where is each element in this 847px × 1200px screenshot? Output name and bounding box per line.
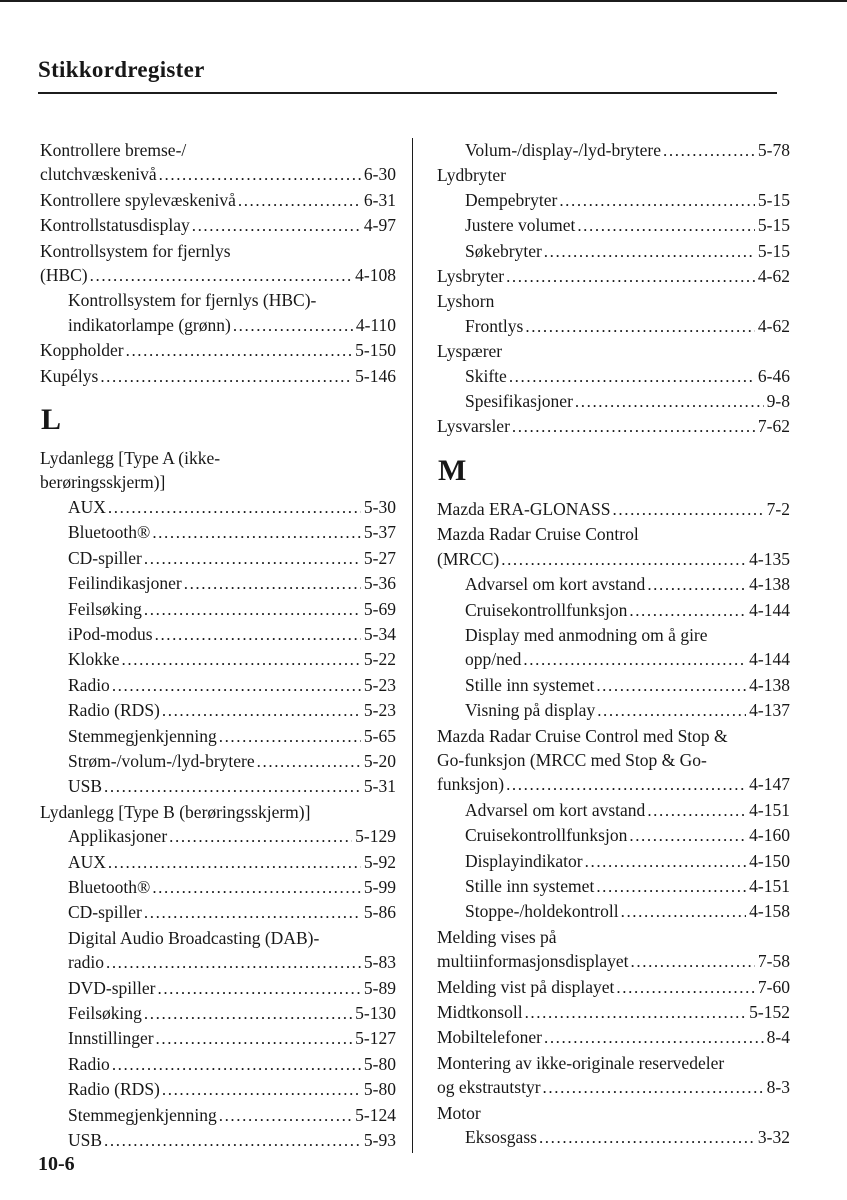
entry-label: Radio <box>68 1053 110 1074</box>
dot-leader <box>523 647 746 672</box>
entry-page-number: 4-137 <box>749 700 790 721</box>
entry-page-number: 4-108 <box>355 265 396 286</box>
dot-leader <box>663 138 755 163</box>
entry-page-number: 5-124 <box>355 1104 396 1125</box>
entry-page-number: 4-151 <box>749 799 790 820</box>
index-entry <box>40 1001 396 1026</box>
index-entry <box>437 289 790 313</box>
entry-page-number: 5-15 <box>757 189 790 210</box>
entry-label: Kontrollere spylevæskenivå <box>40 189 236 210</box>
entry-page-number: 5-146 <box>355 365 396 386</box>
index-entry <box>40 1052 396 1077</box>
entry-label: Cruisekontrollfunksjon <box>465 825 628 846</box>
dot-leader <box>631 949 755 974</box>
index-entry <box>40 976 396 1001</box>
entry-page-number: 4-138 <box>749 674 790 695</box>
index-entry <box>437 264 790 289</box>
index-entry <box>437 497 790 522</box>
entry-page-number: 7-2 <box>766 498 790 519</box>
entry-page-number: 4-62 <box>757 266 790 287</box>
entry-page-number: 5-65 <box>363 725 396 746</box>
index-entry <box>40 138 396 162</box>
entry-page-number: 3-32 <box>757 1127 790 1148</box>
entry-page-number: 5-15 <box>757 215 790 236</box>
index-entry <box>437 874 790 899</box>
entry-page-number: 4-110 <box>355 314 396 335</box>
entry-label: Stemmegjenkjenning <box>68 1104 217 1125</box>
dot-leader <box>596 673 746 698</box>
index-entry <box>40 900 396 925</box>
entry-label: Lyshorn <box>437 291 495 312</box>
dot-leader <box>104 1128 361 1153</box>
entry-label: Lydanlegg [Type A (ikke- <box>40 448 221 469</box>
index-entry <box>40 495 396 520</box>
entry-label: Display med anmodning om å gire <box>465 624 708 645</box>
entry-label: Digital Audio Broadcasting (DAB)- <box>68 927 320 948</box>
dot-leader <box>126 338 353 363</box>
dot-leader <box>100 364 352 389</box>
index-entry <box>437 239 790 264</box>
entry-label: Melding vises på <box>437 926 557 947</box>
index-entry <box>437 623 790 647</box>
entry-label: Mazda Radar Cruise Control med Stop & <box>437 725 728 746</box>
entry-label: og ekstrautstyr <box>437 1077 541 1098</box>
index-entry <box>40 622 396 647</box>
entry-page-number: 5-22 <box>363 649 396 670</box>
entry-label: Kontrollstatusdisplay <box>40 215 190 236</box>
entry-label: Kontrollsystem for fjernlys <box>40 240 231 261</box>
entry-label: multiinformasjonsdisplayet <box>437 951 629 972</box>
entry-label: Lyspærer <box>437 341 503 362</box>
entry-label: Søkebryter <box>465 240 542 261</box>
entry-page-number: 4-138 <box>749 574 790 595</box>
entry-label: Eksosgass <box>465 1127 537 1148</box>
entry-label: Bluetooth® <box>68 522 151 543</box>
dot-leader <box>509 364 755 389</box>
index-entry <box>437 673 790 698</box>
index-entry <box>437 163 790 187</box>
entry-page-number: 5-34 <box>363 623 396 644</box>
index-entry <box>437 389 790 414</box>
entry-label: Displayindikator <box>465 850 583 871</box>
index-column-right <box>437 138 790 1153</box>
entry-label: berøringsskjerm)] <box>40 472 166 493</box>
index-entry <box>40 239 396 263</box>
entry-label: Volum-/display-/lyd-brytere <box>465 140 662 160</box>
dot-leader <box>647 798 746 823</box>
entry-label: Lysvarsler <box>437 416 510 437</box>
index-entry <box>40 698 396 723</box>
dot-leader <box>156 1026 353 1051</box>
dot-leader <box>575 389 764 414</box>
index-entry <box>40 1103 396 1128</box>
index-entry <box>40 597 396 622</box>
entry-page-number: 4-151 <box>749 875 790 896</box>
entry-page-number: 6-46 <box>757 365 790 386</box>
index-entry <box>437 975 790 1000</box>
entry-label: Feilsøking <box>68 598 142 619</box>
index-entry <box>40 364 396 389</box>
dot-leader <box>169 824 352 849</box>
entry-page-number: 5-27 <box>363 547 396 568</box>
page-header <box>0 2 847 94</box>
section-heading: M <box>438 453 467 487</box>
dot-leader <box>621 899 747 924</box>
dot-leader <box>112 1052 361 1077</box>
section-heading: L <box>41 403 62 437</box>
index-entry <box>437 1000 790 1025</box>
entry-label: Dempebryter <box>465 189 558 210</box>
entry-page-number: 5-31 <box>363 776 396 797</box>
index-entry <box>40 824 396 849</box>
title-rule <box>38 92 777 94</box>
entry-label: AUX <box>68 851 106 872</box>
entry-page-number: 5-80 <box>363 1079 396 1100</box>
entry-page-number: 5-20 <box>363 750 396 771</box>
index-entry <box>437 748 790 772</box>
dot-leader <box>144 597 361 622</box>
entry-page-number: 5-129 <box>355 826 396 847</box>
index-entry <box>437 213 790 238</box>
entry-label: Stemmegjenkjenning <box>68 725 217 746</box>
dot-leader <box>585 849 747 874</box>
entry-page-number: 4-147 <box>749 774 790 795</box>
dot-leader <box>577 213 755 238</box>
index-entry <box>40 673 396 698</box>
entry-page-number: 8-3 <box>766 1077 790 1098</box>
entry-page-number: 5-127 <box>355 1028 396 1049</box>
entry-label: USB <box>68 776 103 797</box>
entry-page-number: 5-150 <box>355 340 396 361</box>
index-entry <box>437 724 790 748</box>
entry-page-number: 4-144 <box>749 599 790 620</box>
index-entry <box>437 314 790 339</box>
entry-label: radio <box>68 952 104 973</box>
index-entry <box>40 926 396 950</box>
index-entry <box>437 522 790 546</box>
dot-leader <box>544 239 755 264</box>
index-entry <box>40 724 396 749</box>
entry-label: Justere volumet <box>465 215 576 236</box>
index-entry <box>40 470 396 494</box>
index-entry <box>437 823 790 848</box>
entry-label: Mazda ERA-GLONASS <box>437 498 611 519</box>
dot-leader <box>559 188 755 213</box>
index-entry <box>40 263 396 288</box>
entry-label: Frontlys <box>465 315 524 336</box>
index-entry <box>40 774 396 799</box>
index-entry <box>437 1125 790 1150</box>
dot-leader <box>108 495 361 520</box>
index-entry <box>40 850 396 875</box>
entry-label: Innstillinger <box>68 1028 154 1049</box>
entry-label: clutchvæskenivå <box>40 164 157 185</box>
entry-label: DVD-spiller <box>68 977 156 998</box>
entry-label: Motor <box>437 1102 481 1123</box>
dot-leader <box>525 1000 747 1025</box>
index-entry <box>40 950 396 975</box>
index-entry <box>437 1025 790 1050</box>
index-entry <box>437 188 790 213</box>
dot-leader <box>596 874 746 899</box>
index-entry <box>437 547 790 572</box>
entry-label: Radio (RDS) <box>68 700 160 721</box>
dot-leader <box>647 572 746 597</box>
dot-leader <box>501 547 746 572</box>
entry-page-number: 5-80 <box>363 1053 396 1074</box>
entry-page-number: 5-78 <box>757 140 790 160</box>
entry-page-number: 4-144 <box>749 649 790 670</box>
entry-label: Bluetooth® <box>68 876 151 897</box>
dot-leader <box>613 497 764 522</box>
entry-label: CD-spiller <box>68 547 142 568</box>
entry-label: Montering av ikke-originale reservedeler <box>437 1052 725 1073</box>
entry-page-number: 7-62 <box>757 416 790 437</box>
dot-leader <box>192 213 361 238</box>
dot-leader <box>104 774 361 799</box>
index-entry <box>40 546 396 571</box>
entry-label: Lysbryter <box>437 266 505 287</box>
index-entry <box>437 849 790 874</box>
entry-page-number: 7-60 <box>757 976 790 997</box>
index-entry <box>40 213 396 238</box>
entry-page-number: 8-4 <box>766 1027 790 1048</box>
dot-leader <box>108 850 361 875</box>
entry-label: Spesifikasjoner <box>465 391 573 412</box>
dot-leader <box>184 571 361 596</box>
entry-label: (MRCC) <box>437 548 500 569</box>
index-entry <box>40 446 396 470</box>
index-entry <box>40 1026 396 1051</box>
index-entry <box>437 598 790 623</box>
dot-leader <box>257 749 361 774</box>
entry-page-number: 5-23 <box>363 700 396 721</box>
index-entry <box>437 339 790 363</box>
entry-page-number: 5-130 <box>355 1003 396 1023</box>
index-entry <box>437 899 790 924</box>
index-entry <box>437 925 790 949</box>
dot-leader <box>544 1025 764 1050</box>
entry-label: Cruisekontrollfunksjon <box>465 599 628 620</box>
entry-label: Melding vist på displayet <box>437 976 615 997</box>
index-entry <box>40 338 396 363</box>
entry-label: Mobiltelefoner <box>437 1027 542 1048</box>
dot-leader <box>506 772 746 797</box>
entry-label: AUX <box>68 496 106 517</box>
dot-leader <box>144 546 361 571</box>
entry-label: Lydbryter <box>437 165 507 186</box>
entry-page-number: 9-8 <box>766 391 790 412</box>
dot-leader <box>629 823 746 848</box>
index-entry <box>40 1077 396 1102</box>
entry-label: Stille inn systemet <box>465 875 595 896</box>
entry-label: Midtkonsoll <box>437 1002 523 1022</box>
dot-leader <box>219 724 361 749</box>
index-entry <box>40 749 396 774</box>
entry-label: Lydanlegg [Type B (berøringsskjerm)] <box>40 801 311 822</box>
entry-page-number: 5-93 <box>363 1130 396 1151</box>
entry-label: (HBC) <box>40 265 88 286</box>
index-entry <box>437 1051 790 1075</box>
index-entry <box>437 798 790 823</box>
dot-leader <box>597 698 746 723</box>
entry-page-number: 5-36 <box>363 573 396 594</box>
entry-label: Advarsel om kort avstand <box>465 799 646 820</box>
index-entry <box>40 520 396 545</box>
entry-page-number: 5-30 <box>363 496 396 517</box>
entry-label: Strøm-/volum-/lyd-brytere <box>68 750 255 771</box>
dot-leader <box>144 1001 352 1026</box>
page-title: Stikkordregister <box>38 57 205 82</box>
dot-leader <box>233 313 353 338</box>
dot-leader <box>157 976 360 1001</box>
entry-page-number: 5-152 <box>749 1002 790 1022</box>
entry-label: Kupélys <box>40 365 99 386</box>
dot-leader <box>616 975 755 1000</box>
dot-leader <box>539 1125 755 1150</box>
entry-page-number: 5-92 <box>363 851 396 872</box>
entry-page-number: 5-23 <box>363 674 396 695</box>
entry-page-number: 6-30 <box>363 164 396 185</box>
entry-label: iPod-modus <box>68 623 153 644</box>
entry-label: Stoppe-/holdekontroll <box>465 901 619 922</box>
index-entry <box>40 571 396 596</box>
entry-page-number: 5-99 <box>363 876 396 897</box>
index-entry <box>40 162 396 187</box>
entry-page-number: 5-83 <box>363 952 396 973</box>
index-columns <box>0 138 847 1153</box>
entry-label: Radio (RDS) <box>68 1079 160 1100</box>
index-entry <box>437 572 790 597</box>
entry-label: Radio <box>68 674 110 695</box>
index-entry <box>437 1075 790 1100</box>
entry-page-number: 6-31 <box>363 189 396 210</box>
column-divider <box>412 138 413 1153</box>
entry-label: CD-spiller <box>68 902 142 923</box>
entry-page-number: 4-135 <box>749 548 790 569</box>
dot-leader <box>90 263 353 288</box>
index-entry <box>40 188 396 213</box>
index-entry <box>437 364 790 389</box>
dot-leader <box>525 314 755 339</box>
entry-label: USB <box>68 1130 103 1151</box>
dot-leader <box>512 414 755 439</box>
dot-leader <box>159 162 361 187</box>
index-entry <box>40 647 396 672</box>
index-entry <box>40 875 396 900</box>
entry-label: opp/ned <box>465 649 522 670</box>
entry-label: Mazda Radar Cruise Control <box>437 524 639 545</box>
index-entry <box>437 1101 790 1125</box>
entry-label: Applikasjoner <box>68 826 168 847</box>
entry-page-number: 7-58 <box>757 951 790 972</box>
index-entry <box>437 138 790 163</box>
dot-leader <box>543 1075 764 1100</box>
index-entry <box>40 1128 396 1153</box>
entry-label: Kontrollsystem for fjernlys (HBC)- <box>68 290 317 311</box>
entry-page-number: 5-89 <box>363 977 396 998</box>
dot-leader <box>152 875 361 900</box>
entry-label: Advarsel om kort avstand <box>465 574 646 595</box>
entry-label: Feilsøking <box>68 1003 142 1023</box>
dot-leader <box>112 673 361 698</box>
entry-page-number: 5-69 <box>363 598 396 619</box>
index-column-left <box>40 138 396 1153</box>
entry-page-number: 4-97 <box>363 215 396 236</box>
entry-page-number: 5-86 <box>363 902 396 923</box>
entry-page-number: 5-37 <box>363 522 396 543</box>
dot-leader <box>506 264 755 289</box>
index-entry <box>40 313 396 338</box>
entry-label: funksjon) <box>437 774 505 795</box>
dot-leader <box>629 598 746 623</box>
dot-leader <box>155 622 361 647</box>
index-entry <box>437 772 790 797</box>
dot-leader <box>238 188 361 213</box>
index-entry <box>437 414 790 439</box>
dot-leader <box>162 698 361 723</box>
entry-label: Visning på display <box>465 700 596 721</box>
dot-leader <box>106 950 361 975</box>
dot-leader <box>162 1077 361 1102</box>
entry-label: indikatorlampe (grønn) <box>68 314 231 335</box>
entry-label: Kontrollere bremse-/ <box>40 140 187 160</box>
entry-page-number: 5-15 <box>757 240 790 261</box>
entry-page-number: 4-150 <box>749 850 790 871</box>
page-number: 10-6 <box>38 1153 75 1175</box>
dot-leader <box>122 647 361 672</box>
index-entry <box>437 647 790 672</box>
entry-label: Stille inn systemet <box>465 674 595 695</box>
dot-leader <box>219 1103 352 1128</box>
entry-label: Klokke <box>68 649 120 670</box>
dot-leader <box>144 900 361 925</box>
entry-page-number: 4-158 <box>749 901 790 922</box>
entry-page-number: 4-62 <box>757 315 790 336</box>
entry-label: Koppholder <box>40 340 124 361</box>
index-entry <box>437 949 790 974</box>
entry-page-number: 4-160 <box>749 825 790 846</box>
dot-leader <box>152 520 361 545</box>
index-entry <box>40 800 396 824</box>
entry-label: Skifte <box>465 365 507 386</box>
entry-label: Feilindikasjoner <box>68 573 182 594</box>
entry-label: Go-funksjon (MRCC med Stop & Go- <box>437 749 707 770</box>
index-entry <box>437 698 790 723</box>
index-entry <box>40 288 396 312</box>
